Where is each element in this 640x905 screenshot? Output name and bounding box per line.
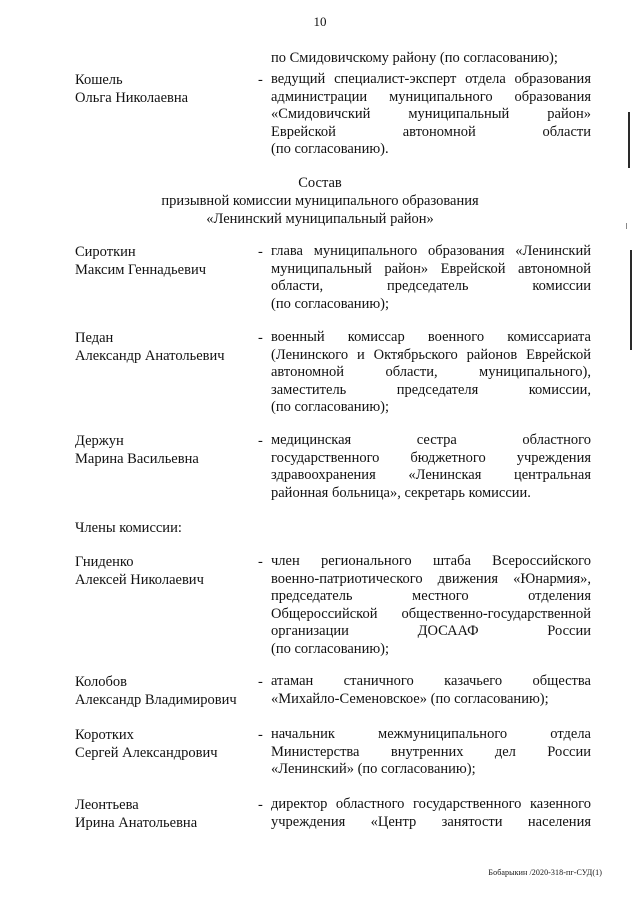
heading-district: «Ленинский муниципальный район» [206,211,434,227]
heading-title: Состав [298,175,342,191]
page-number: 10 [313,14,327,29]
person-surname: Гниденко [75,554,134,570]
person-given-names: Марина Васильевна [75,451,199,467]
continuation-text: по Смидовичскому району (по согласованию); [271,50,558,66]
dash-separator: - [258,674,263,690]
person-name [75,329,260,365]
person-given-names: Александр Анатольевич [75,348,225,364]
section-heading [0,174,640,228]
person-role: атаман станичного казачьего общества «Михайло-Семеновское» (по согласованию); [271,673,591,707]
dash-separator: - [258,330,263,346]
person-given-names: Ирина Анатольевна [75,815,198,831]
person-given-names: Максим Геннадьевич [75,262,207,278]
person-given-names: Алексей Николаевич [75,572,204,588]
person-surname: Леонтьева [75,797,139,813]
person-surname: Кошель [75,72,123,88]
person-role: член регионального штаба Всероссийского военно-патриотического движения «Юнармия», председатель местного отделения Общероссийской общественно-государственной организации ДОСААФ России (по согласованию); [271,553,591,657]
person-given-names: Сергей Александрович [75,745,218,761]
person-surname: Держун [75,433,124,449]
person-name [75,796,260,832]
dash-separator: - [258,797,263,813]
person-name [75,726,260,762]
members-label: Члены комиссии: [75,520,182,536]
dash-separator: - [258,433,263,449]
person-role: медицинская сестра областного государственного бюджетного учреждения здравоохранения «Ленинская центральная районная больница», секретарь комиссии. [271,432,591,501]
dash-separator: - [258,727,263,743]
person-name [75,71,260,107]
person-role: директор областного государственного казенного учреждения «Центр занятости населения [271,796,591,830]
person-name [75,673,260,709]
person-name [75,243,260,279]
scan-artifact-mark [630,250,632,350]
person-given-names: Александр Владимирович [75,692,237,708]
dash-separator: - [258,554,263,570]
heading-subtitle: призывной комиссии муниципального образования [161,193,479,209]
person-role: начальник межмуниципального отдела Министерства внутренних дел России «Ленинский» (по согласованию); [271,726,591,778]
scan-artifact-dot [626,223,627,229]
person-role: ведущий специалист-эксперт отдела образования администрации муниципального образования «Смидовичский муниципальный район» Еврейской автономной области (по согласованию). [271,71,591,158]
document-footer-code: Бобарыкин /2020-318-пг-СУД(1) [488,868,602,877]
person-surname: Колобов [75,674,127,690]
dash-separator: - [258,72,263,88]
person-role: глава муниципального образования «Ленинский муниципальный район» Еврейской автономной области, председатель комиссии (по согласованию); [271,243,591,312]
person-role: военный комиссар военного комиссариата (Ленинского и Октябрьского районов Еврейской автономной области, муниципального), заместитель председателя комиссии, (по согласованию); [271,329,591,416]
person-given-names: Ольга Николаевна [75,90,189,106]
person-name [75,432,260,468]
person-surname: Сироткин [75,244,136,260]
scan-artifact-mark [628,112,630,168]
person-surname: Коротких [75,727,134,743]
person-name [75,553,260,589]
dash-separator: - [258,244,263,260]
person-surname: Педан [75,330,114,346]
